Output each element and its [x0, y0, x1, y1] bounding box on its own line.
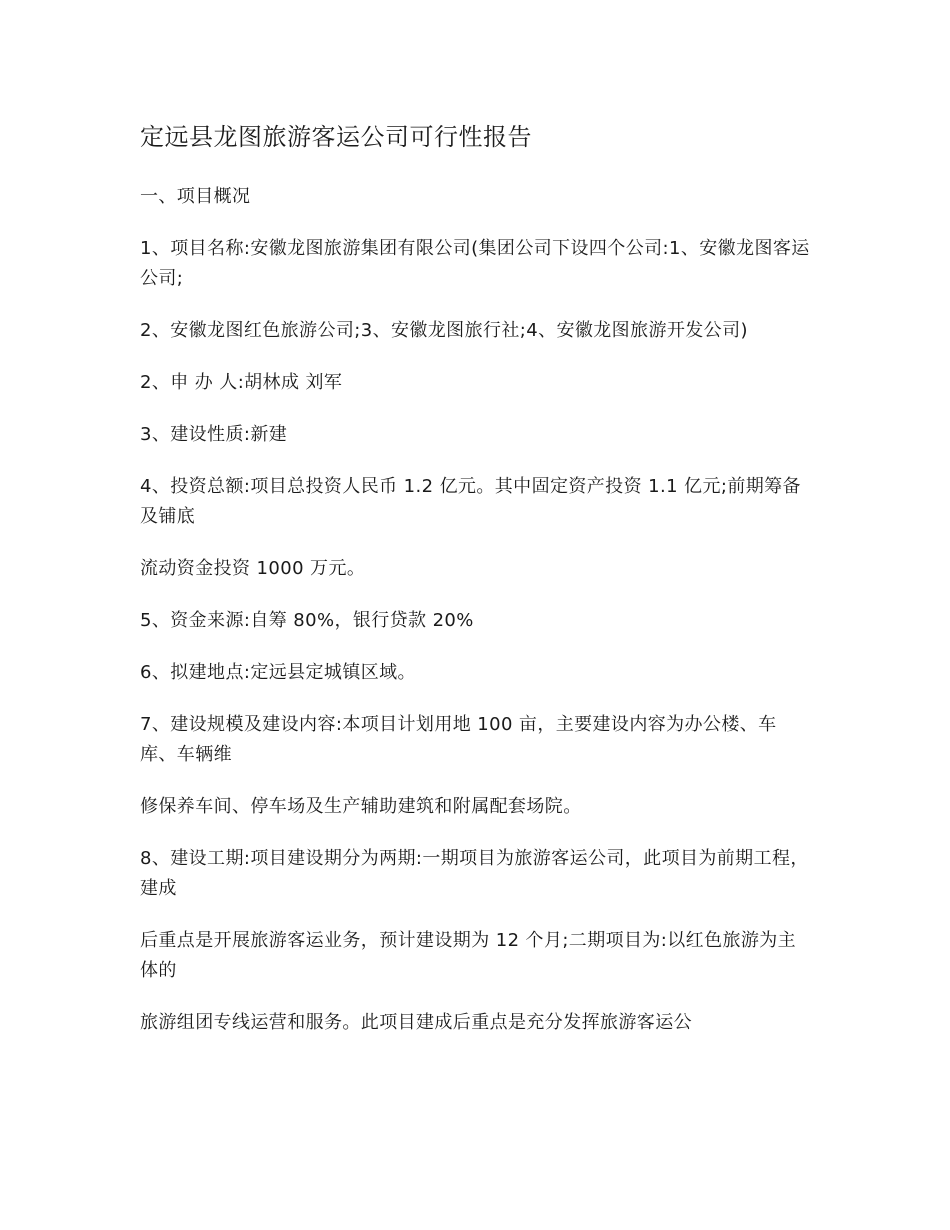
section-heading: 一、项目概况 [140, 186, 251, 207]
paragraph: 2、申 办 人:胡林成 刘军 [140, 372, 343, 393]
paragraph: 1、项目名称:安徽龙图旅游集团有限公司(集团公司下设四个公司:1、安徽龙图客运公司; [140, 238, 810, 289]
paragraph: 修保养车间、停车场及生产辅助建筑和附属配套场院。 [140, 796, 582, 817]
document-title: 定远县龙图旅游客运公司可行性报告 [140, 123, 532, 151]
document-body [140, 118, 812, 1060]
paragraph: 3、建设性质:新建 [140, 424, 288, 445]
paragraph: 后重点是开展旅游客运业务，预计建设期为 12 个月;二期项目为:以红色旅游为主体的 [140, 930, 797, 981]
paragraph: 4、投资总额:项目总投资人民币 1.2 亿元。其中固定资产投资 1.1 亿元;前期筹备及铺底 [140, 476, 801, 527]
paragraph: 8、建设工期:项目建设期分为两期:一期项目为旅游客运公司，此项目为前期工程，建成 [140, 848, 809, 899]
paragraph: 2、安徽龙图红色旅游公司;3、安徽龙图旅行社;4、安徽龙图旅游开发公司) [140, 320, 748, 341]
paragraph: 5、资金来源:自筹 80%，银行贷款 20% [140, 610, 474, 631]
paragraph: 旅游组团专线运营和服务。此项目建成后重点是充分发挥旅游客运公 [140, 1012, 692, 1033]
paragraph: 7、建设规模及建设内容:本项目计划用地 100 亩，主要建设内容为办公楼、车库、车辆维 [140, 714, 777, 765]
paragraph: 6、拟建地点:定远县定城镇区域。 [140, 662, 416, 683]
paragraph: 流动资金投资 1000 万元。 [140, 558, 366, 579]
